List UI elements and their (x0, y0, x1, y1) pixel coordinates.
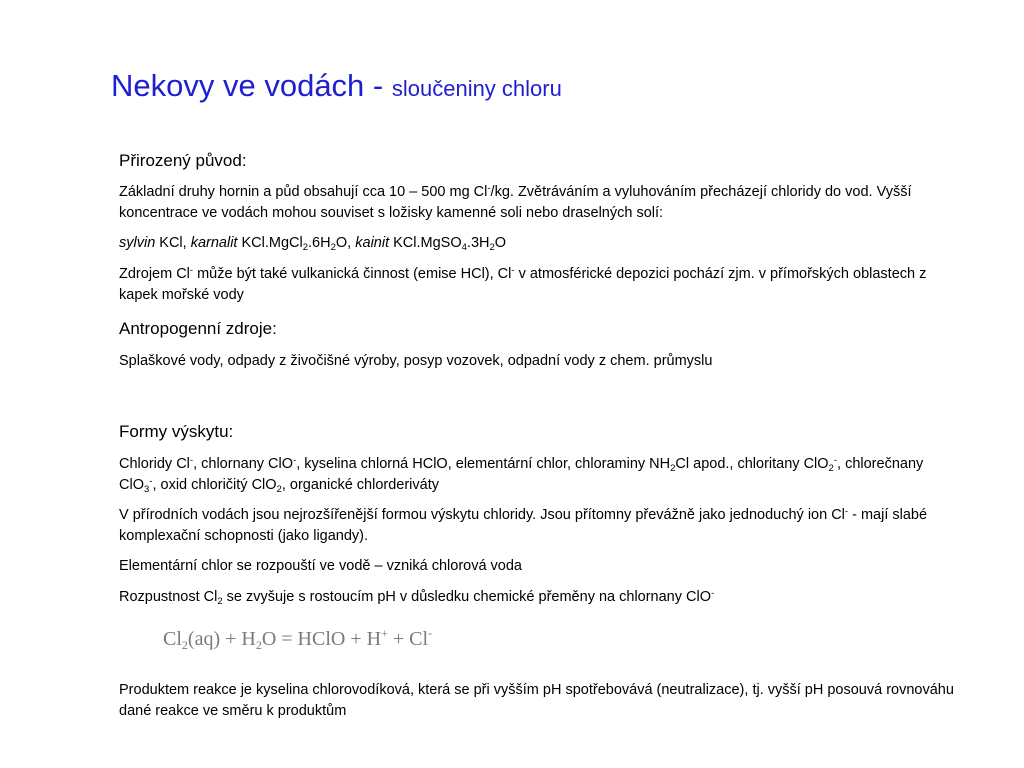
salt-minerals-line: sylvin KCl, karnalit $KCl.MgCl_2.6H_2O$, kainit $KCl.MgSO_4.3H_2O$ (119, 235, 507, 253)
solubility-paragraph: Rozpustnost $Cl_2$ se zvyšuje s rostoucím pH v důsledku chemické přeměny na chlornany ClO- (119, 588, 715, 607)
forms-list-paragraph: Chloridy Cl-, chlornany ClO-, kyselina chlorná HClO, elementární chlor, chloraminy $NH_2Cl$ apod., chloritany ClO$_2$-, chlorečnany ClO$_3$-, oxid chloričitý ClO$_2$, organické chlorderiváty (119, 455, 924, 495)
forms-heading: Formy výskytu: (119, 422, 234, 441)
volcanic-source-paragraph: Zdrojem Cl- může být také vulkanická činnost (emise HCl), Cl- v atmosférické depozici pochází zjm. v přímořských oblastech z kapek mořské vody (119, 265, 927, 303)
conclusion-paragraph: Produktem reakce je kyselina chlorovodíková, která se při vyšším pH spotřebovává (neutralizace), tj. vyšší pH posouvá rovnováhu dané reakce ve směru k produktům (119, 682, 954, 719)
title-main: Nekovy ve vodách - (111, 68, 392, 103)
anthropogenic-paragraph: Splaškové vody, odpady z živočišné výroby, posyp vozovek, odpadní vody z chem. průmyslu (119, 353, 713, 369)
elemental-chlorine-paragraph: Elementární chlor se rozpouští ve vodě – vzniká chlorová voda (119, 558, 522, 574)
natural-origin-paragraph: Základní druhy hornin a půd obsahují cca 10 – 500 mg Cl-/kg. Zvětráváním a vyluhováním přecházejí chloridy do vod. Vyšší koncentrace ve vodách mohou souviset s ložisky kamenné soli nebo draselných solí: (119, 183, 912, 221)
slide-title (111, 66, 562, 109)
chlorine-hydrolysis-equation: $Cl_2(aq) + H_2O$ = HClO + H+ + Cl- (163, 626, 433, 652)
natural-origin-heading: Přirozený původ: (119, 151, 247, 170)
chloride-ion-paragraph: V přírodních vodách jsou nejrozšířenější formou výskytu chloridy. Jsou přítomny převážně jako jednoduchý ion Cl- - mají slabé komplexační schopnosti (jako ligandy). (119, 506, 928, 544)
anthropogenic-heading: Antropogenní zdroje: (119, 319, 277, 338)
title-subtitle: sloučeniny chloru (391, 76, 562, 101)
